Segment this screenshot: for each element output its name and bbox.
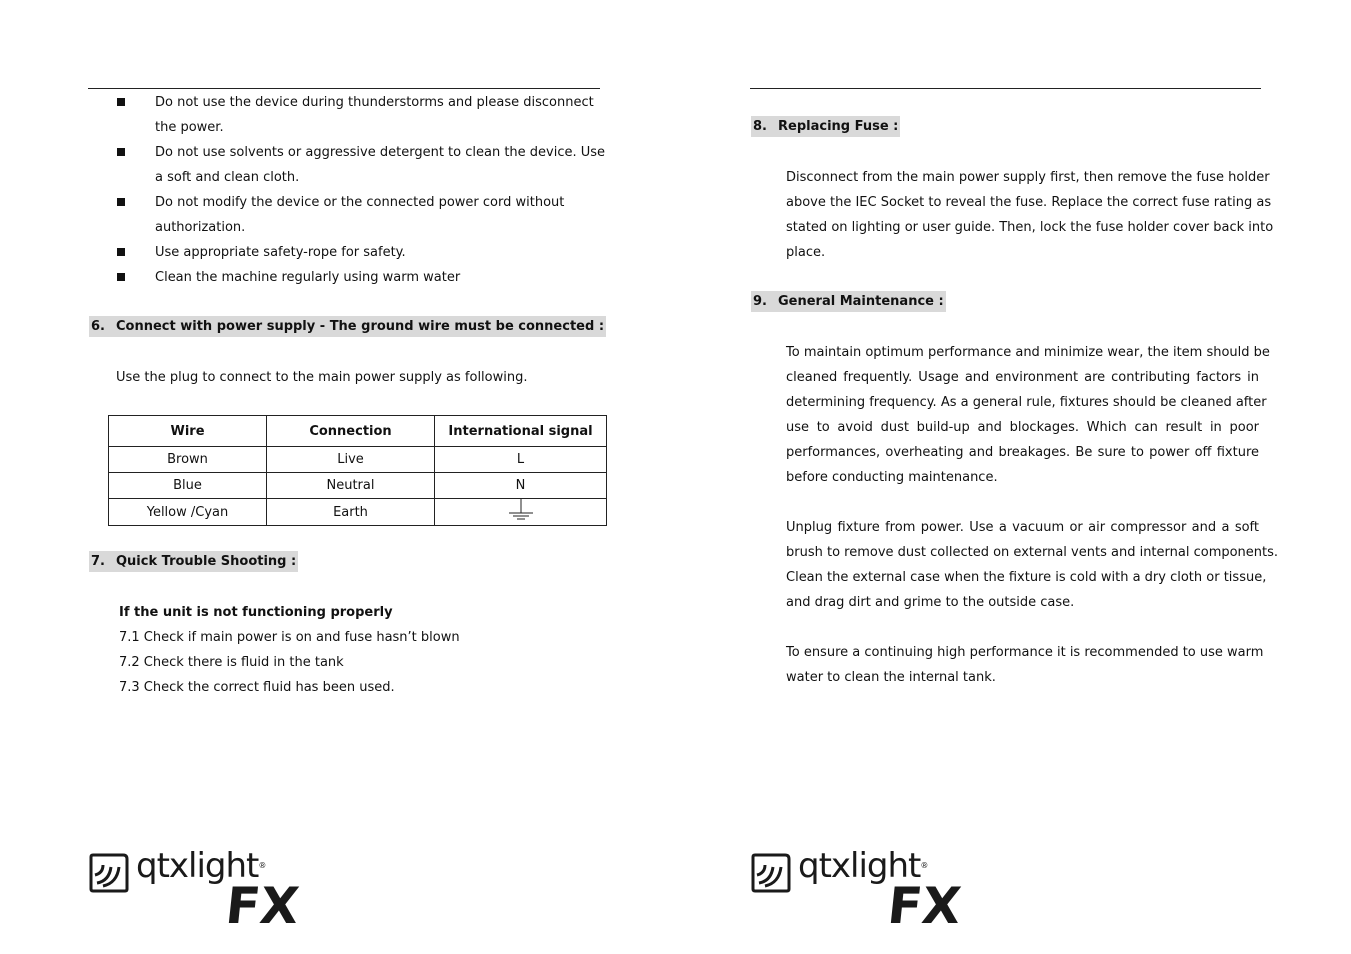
fuse-text-line: above the IEC Socket to reveal the fuse. Replace the correct fuse rating as [786,195,1272,210]
bullet-text: the power. [155,120,224,135]
bullet-text: Use appropriate safety-rope for safety. [155,245,406,260]
qtxlight-logo-icon [751,853,791,893]
section-6-heading [89,316,606,337]
maintenance-text-line: cleaned frequently. Usage and environment are contributing factors in [786,370,1259,385]
logo-registered: ® [920,861,928,870]
bullet-icon [117,198,125,206]
bullet-text: Do not use the device during thunderstorms and please disconnect [155,95,594,110]
troubleshooting-item: 7.2 Check there is fluid in the tank [119,655,344,670]
section-6-intro: Use the plug to connect to the main power supply as following. [116,370,528,385]
troubleshooting-subheading: If the unit is not functioning properly [119,605,393,620]
table-row [109,447,607,473]
wire-connection-table [108,415,607,526]
section-title: Connect with power supply - The ground wire must be connected : [116,319,605,334]
bullet-text: a soft and clean cloth. [155,170,300,185]
bullet-text: authorization. [155,220,246,235]
logo-fx: FX [222,877,302,935]
section-number: 7. [91,554,105,569]
qtxlight-logo [88,846,302,935]
fuse-text-line: Disconnect from the main power supply first, then remove the fuse holder [786,170,1270,185]
section-number: 9. [753,294,767,309]
section-number: 6. [91,319,105,334]
maintenance-text-line: water to clean the internal tank. [786,670,996,685]
left-header-rule [88,88,600,89]
table-cell: Yellow /Cyan [109,499,267,526]
logo-fx: FX [884,877,964,935]
table-cell: N [435,473,607,499]
bullet-icon [117,273,125,281]
bullet-icon [117,248,125,256]
troubleshooting-item: 7.1 Check if main power is on and fuse hasn’t blown [119,630,460,645]
table-header-cell: Wire [109,416,267,447]
ground-symbol-icon [506,499,536,521]
troubleshooting-item: 7.3 Check the correct fluid has been used. [119,680,395,695]
section-9-heading [751,291,946,312]
maintenance-text-line: Unplug fixture from power. Use a vacuum or air compressor and a soft [786,520,1259,535]
section-title: Quick Trouble Shooting : [116,554,297,569]
fuse-text-line: stated on lighting or user guide. Then, lock the fuse holder cover back into [786,220,1274,235]
table-cell: Earth [267,499,435,526]
maintenance-text-line: use to avoid dust build-up and blockages. Which can result in poor [786,420,1259,435]
maintenance-text-line: before conducting maintenance. [786,470,998,485]
maintenance-text-line: and drag dirt and grime to the outside case. [786,595,1075,610]
logo-text: qtxlight [136,846,259,886]
section-title: General Maintenance : [778,294,944,309]
bullet-text: Clean the machine regularly using warm water [155,270,461,285]
bullet-text: Do not modify the device or the connected power cord without [155,195,565,210]
section-number: 8. [753,119,767,134]
maintenance-text-line: determining frequency. As a general rule, fixtures should be cleaned after [786,395,1267,410]
table-cell: L [435,447,607,473]
table-row [109,473,607,499]
logo-registered: ® [258,861,266,870]
maintenance-text-line: brush to remove dust collected on external vents and internal components. [786,545,1279,560]
fuse-text-line: place. [786,245,826,260]
qtxlight-logo [750,846,964,935]
table-header-cell: International signal [435,416,607,447]
bullet-text: Do not use solvents or aggressive detergent to clean the device. Use [155,145,606,160]
maintenance-text-line: To maintain optimum performance and minimize wear, the item should be [786,345,1270,360]
table-cell: Blue [109,473,267,499]
table-row [109,499,607,526]
section-7-heading [89,551,298,572]
table-cell: Brown [109,447,267,473]
logo-text: qtxlight [798,846,921,886]
table-header-cell: Connection [267,416,435,447]
table-cell-earth [435,499,607,526]
bullet-icon [117,98,125,106]
table-cell: Live [267,447,435,473]
right-header-rule [750,88,1261,89]
maintenance-text-line: Clean the external case when the fixture is cold with a dry cloth or tissue, [786,570,1267,585]
bullet-icon [117,148,125,156]
table-cell: Neutral [267,473,435,499]
table-header-row [109,416,607,447]
qtxlight-logo-icon [89,853,129,893]
section-title: Replacing Fuse : [778,119,899,134]
maintenance-text-line: performances, overheating and breakages. Be sure to power off fixture [786,445,1259,460]
maintenance-text-line: To ensure a continuing high performance it is recommended to use warm [786,645,1264,660]
section-8-heading [751,116,900,137]
